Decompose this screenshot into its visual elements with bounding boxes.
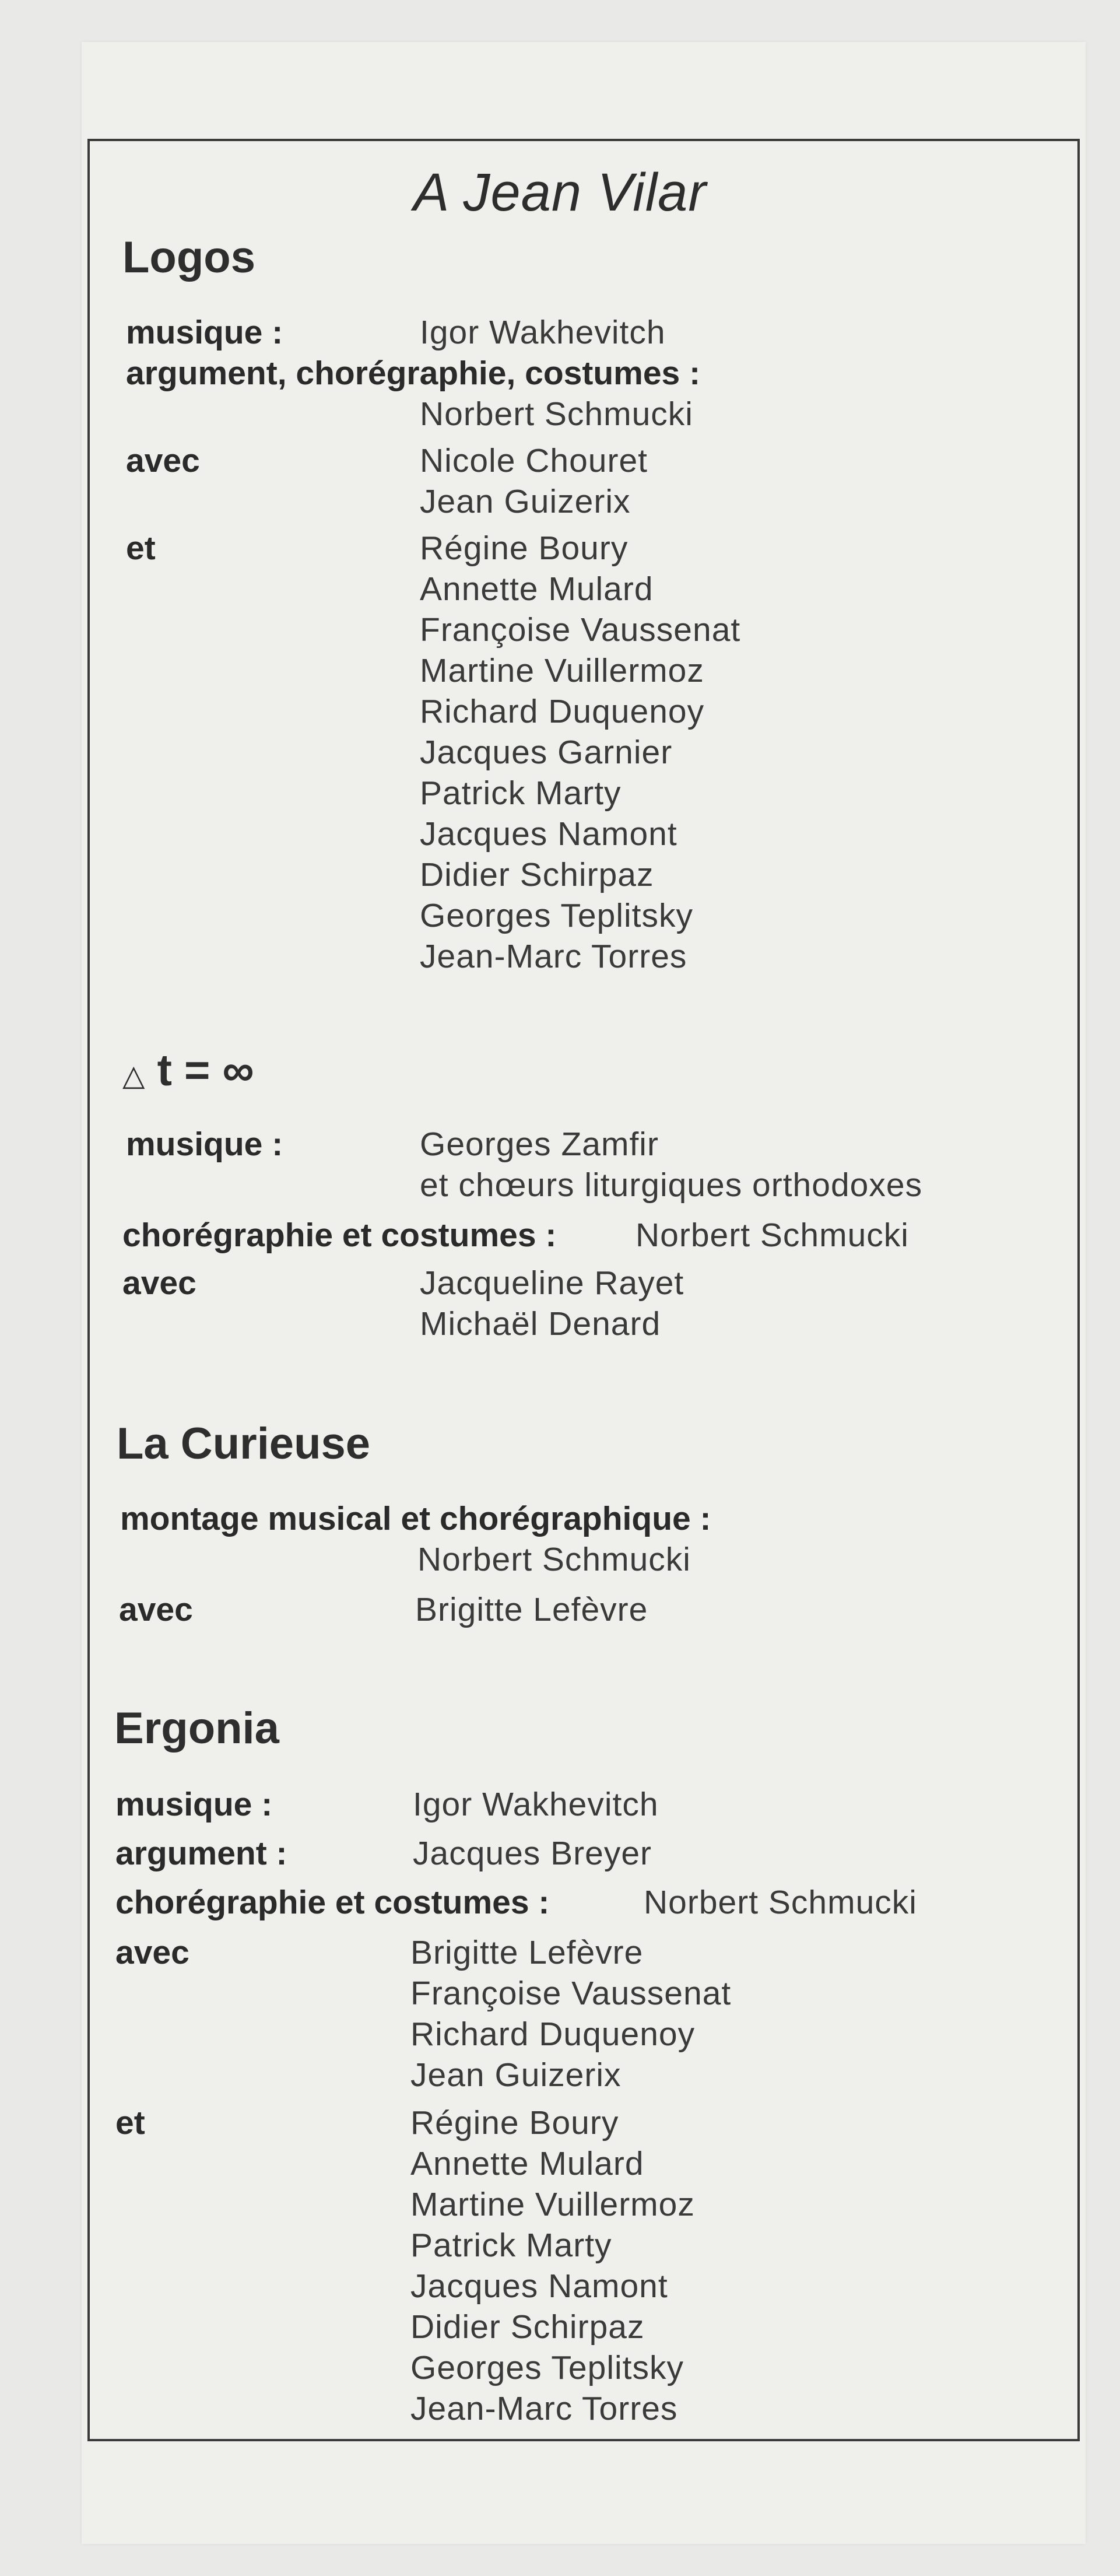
- credit-value: Jacques Garnier: [420, 734, 673, 771]
- section-title-ergonia: Ergonia: [114, 1704, 279, 1753]
- credit-label: avec: [119, 1591, 193, 1628]
- credit-value: Patrick Marty: [420, 774, 622, 812]
- section-title-delta-t: [122, 1045, 254, 1096]
- credit-value: Françoise Vaussenat: [410, 1975, 732, 2012]
- credit-label: et: [115, 2104, 145, 2142]
- credit-label: musique :: [126, 314, 283, 351]
- credit-value: Annette Mulard: [410, 2145, 644, 2182]
- credit-value: Richard Duquenoy: [420, 693, 705, 730]
- credit-value: Régine Boury: [420, 530, 629, 567]
- section-title-logos: Logos: [122, 233, 255, 282]
- credit-value: Didier Schirpaz: [420, 856, 654, 893]
- credit-value: Michaël Denard: [420, 1305, 661, 1343]
- credit-value: Norbert Schmucki: [644, 1884, 917, 1921]
- credit-value: Jacqueline Rayet: [420, 1264, 684, 1302]
- credit-value: Norbert Schmucki: [636, 1217, 909, 1254]
- credit-value: Jean Guizerix: [410, 2056, 622, 2094]
- credit-value: Patrick Marty: [410, 2227, 612, 2264]
- credit-value: Jean-Marc Torres: [420, 938, 687, 975]
- credit-value: Igor Wakhevitch: [413, 1786, 659, 1823]
- credit-value: Nicole Chouret: [420, 442, 648, 479]
- credit-value: Jacques Namont: [420, 815, 677, 853]
- credit-value: Norbert Schmucki: [417, 1541, 691, 1578]
- credit-label: avec: [126, 442, 200, 479]
- section-title-la-curieuse: La Curieuse: [117, 1419, 371, 1469]
- credit-label: avec: [115, 1934, 189, 1971]
- credit-value: Jacques Namont: [410, 2267, 668, 2305]
- credit-value: Jean-Marc Torres: [410, 2390, 678, 2427]
- delta-symbol: △: [122, 1059, 145, 1092]
- credit-value: Georges Teplitsky: [420, 897, 693, 934]
- credit-label: musique :: [126, 1126, 283, 1163]
- credit-value: Richard Duquenoy: [410, 2016, 696, 2053]
- credit-value: Igor Wakhevitch: [420, 314, 666, 351]
- credit-value: et chœurs liturgiques orthodoxes: [420, 1166, 923, 1204]
- credit-value: Brigitte Lefèvre: [410, 1934, 644, 1971]
- credit-value: Georges Zamfir: [420, 1126, 659, 1163]
- credit-value: Didier Schirpaz: [410, 2308, 645, 2346]
- credit-value: Norbert Schmucki: [420, 395, 693, 433]
- credit-value: Martine Vuillermoz: [410, 2186, 695, 2223]
- section-title-text: t = ∞: [157, 1046, 254, 1095]
- credit-value: Jean Guizerix: [420, 483, 631, 520]
- credit-label: avec: [122, 1264, 196, 1302]
- credit-value: Annette Mulard: [420, 570, 654, 608]
- credit-label: chorégraphie et costumes :: [122, 1217, 557, 1254]
- dedication-title: A Jean Vilar: [413, 163, 707, 222]
- credit-value: Martine Vuillermoz: [420, 652, 704, 689]
- credit-label: musique :: [115, 1786, 273, 1823]
- credit-value: Régine Boury: [410, 2104, 619, 2142]
- credit-label: argument :: [115, 1835, 287, 1872]
- credit-value: Françoise Vaussenat: [420, 611, 741, 649]
- credit-label: et: [126, 530, 156, 567]
- credit-label: chorégraphie et costumes :: [115, 1884, 550, 1921]
- credit-value: Georges Teplitsky: [410, 2349, 684, 2386]
- credit-label: montage musical et chorégraphique :: [120, 1500, 711, 1537]
- credit-label: argument, chorégraphie, costumes :: [126, 355, 701, 392]
- credit-value: Jacques Breyer: [413, 1835, 652, 1872]
- credit-value: Brigitte Lefèvre: [415, 1591, 648, 1628]
